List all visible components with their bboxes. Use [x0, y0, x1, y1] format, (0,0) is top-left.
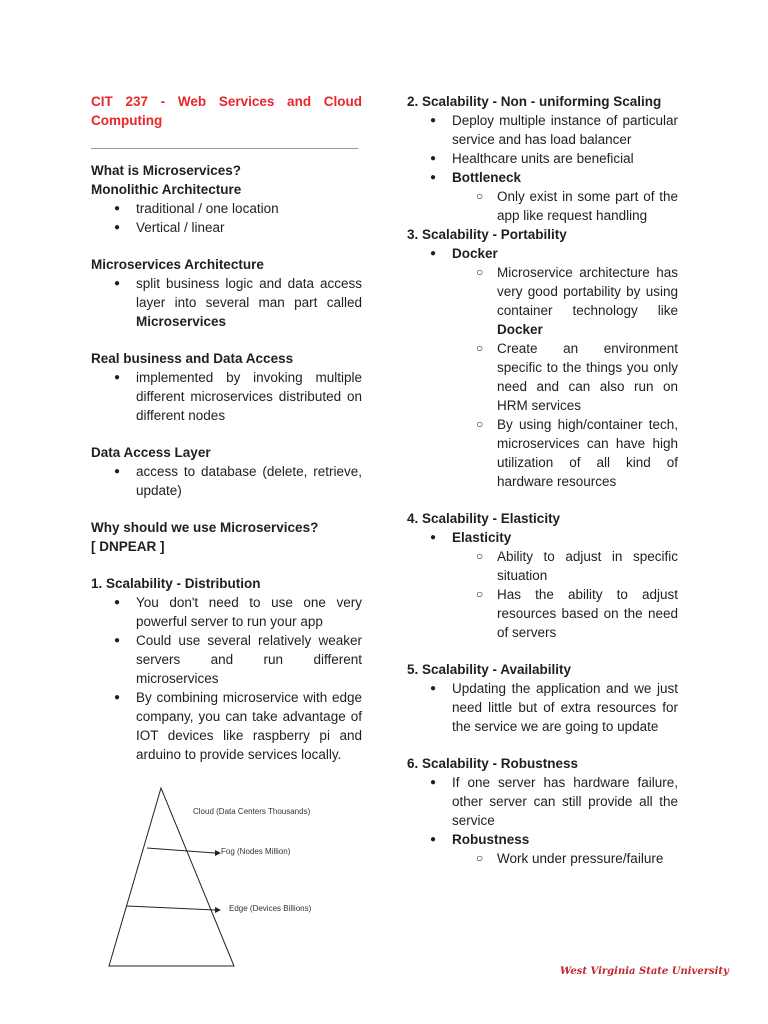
availability-list: [407, 679, 678, 736]
cloud-fog-edge-pyramid: [105, 780, 345, 970]
sub-list-item: ○ Has the ability to adjust resources based on the need of servers: [407, 585, 678, 642]
fog-label: Fog (Nodes Million): [221, 847, 291, 856]
list-item: ● Could use several relatively weaker servers and run different microservices: [91, 631, 362, 688]
sub-list-item: ○ Ability to adjust in specific situation: [407, 547, 678, 585]
data-access-list: [91, 462, 362, 500]
robustness-list: [407, 773, 678, 868]
data-access-layer-heading: Data Access Layer: [91, 445, 211, 460]
non-uniform-list: [407, 111, 678, 225]
elasticity-heading: 4. Scalability - Elasticity: [407, 511, 561, 526]
sub-list-item-text: Microservice architecture has very good portability by using container technology like: [497, 265, 678, 318]
robustness-heading: 6. Scalability - Robustness: [407, 756, 579, 771]
edge-divider-line: [127, 906, 215, 910]
list-item: ● access to database (delete, retrieve, update): [91, 462, 362, 500]
portability-list: [407, 244, 678, 491]
sub-list-item: ○ Work under pressure/failure: [407, 849, 678, 868]
sub-list-item: ○ Only exist in some part of the app like request handling: [407, 187, 678, 225]
monolithic-heading: Monolithic Architecture: [91, 182, 242, 197]
why-microservices-heading: Why should we use Microservices?: [91, 520, 319, 535]
microservices-term: Microservices: [136, 314, 227, 329]
distribution-list: [91, 593, 362, 764]
sub-list-item: ○ Create an environment specific to the things you only need and can also run on HRM services: [407, 339, 678, 415]
what-is-microservices-heading: What is Microservices?: [91, 163, 242, 178]
edge-arrow: [215, 907, 221, 913]
docker-item: ● Docker: [407, 244, 678, 263]
cloud-label: Cloud (Data Centers Thousands): [193, 807, 311, 816]
fog-divider-line: [147, 848, 215, 853]
microservices-architecture-heading: Microservices Architecture: [91, 257, 264, 272]
list-item: ● traditional / one location: [91, 199, 362, 218]
list-item: ● implemented by invoking multiple different microservices distributed on different nodes: [91, 368, 362, 425]
list-item: ● Vertical / linear: [91, 218, 362, 237]
acronym: [ DNPEAR ]: [91, 539, 165, 554]
docker-term: Docker: [497, 322, 543, 337]
bottleneck-item: ● Bottleneck: [407, 168, 678, 187]
portability-heading: 3. Scalability - Portability: [407, 227, 567, 242]
list-item: ● Updating the application and we just need little but of extra resources for the service we are going to update: [407, 679, 678, 736]
robustness-item: ● Robustness: [407, 830, 678, 849]
availability-heading: 5. Scalability - Availability: [407, 662, 572, 677]
monolithic-list: [91, 199, 362, 237]
elasticity-item: ● Elasticity: [407, 528, 678, 547]
right-column: [407, 92, 678, 868]
sub-list-item: ○ By using high/container tech, microservices can have high utilization of all kind of hardware resources: [407, 415, 678, 491]
list-item: ● You don't need to use one very powerful server to run your app: [91, 593, 362, 631]
list-item: ● Healthcare units are beneficial: [407, 149, 678, 168]
list-item: [91, 274, 362, 331]
list-item-text: split business logic and data access layer into several man part called: [136, 276, 362, 310]
distribution-heading: 1. Scalability - Distribution: [91, 576, 261, 591]
left-column: [91, 92, 362, 764]
list-item: ● Deploy multiple instance of particular service and has load balancer: [407, 111, 678, 149]
edge-label: Edge (Devices Billions): [229, 904, 312, 913]
real-business-list: [91, 368, 362, 425]
list-item: ● If one server has hardware failure, other server can still provide all the service: [407, 773, 678, 830]
non-uniform-scaling-heading: 2. Scalability - Non - uniforming Scaling: [407, 94, 662, 109]
list-item: ● By combining microservice with edge company, you can take advantage of IOT devices like raspberry pi and arduino to provide services locally.: [91, 688, 362, 764]
microservices-list: [91, 274, 362, 331]
university-footer: West Virginia State University: [560, 966, 729, 977]
elasticity-list: [407, 528, 678, 642]
document-title: CIT 237 - Web Services and Cloud Computing: [91, 94, 362, 128]
sub-list-item: [407, 263, 678, 339]
real-business-heading: Real business and Data Access: [91, 351, 294, 366]
title-divider: [91, 148, 358, 149]
